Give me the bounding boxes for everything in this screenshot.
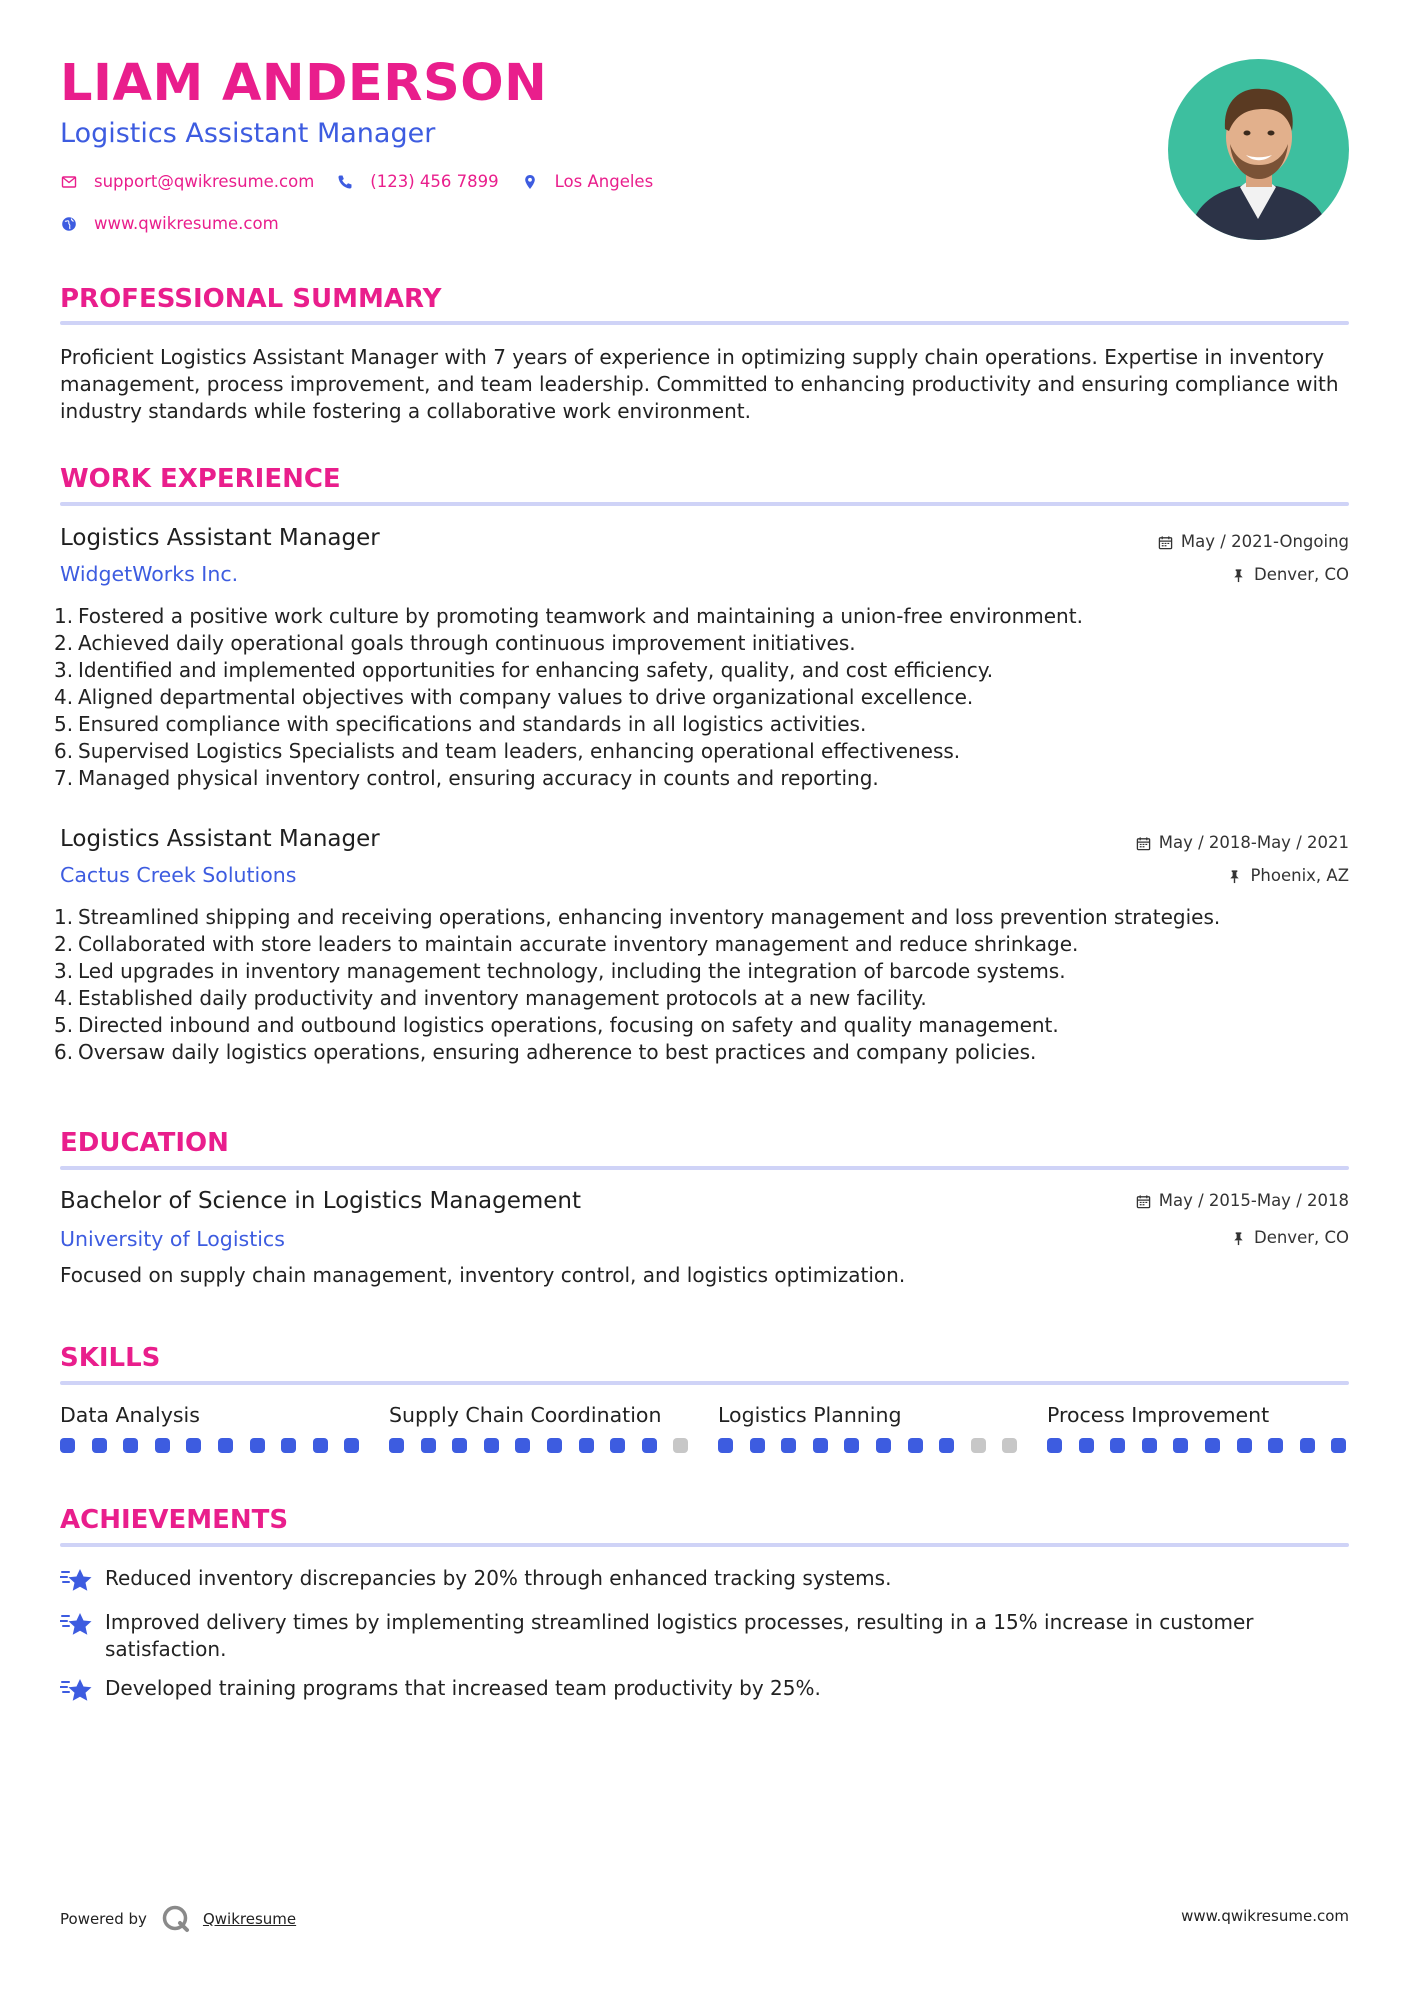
- list-item: 6. Supervised Logistics Specialists and team leaders, enhancing operational effectiveness.: [54, 739, 961, 763]
- list-item: 6. Oversaw daily logistics operations, ensuring adherence to best practices and company policies.: [54, 1040, 1037, 1064]
- website-text: www.qwikresume.com: [94, 214, 279, 233]
- rating-dot-filled: [844, 1438, 859, 1453]
- job-location-text: Denver, CO: [1253, 565, 1349, 584]
- contact-location: [521, 172, 654, 191]
- education-location: [1231, 1230, 1349, 1247]
- job-location: [1231, 567, 1349, 584]
- skill-name: Supply Chain Coordination: [389, 1403, 662, 1427]
- rating-dot-filled: [1300, 1438, 1315, 1453]
- list-item: 5. Ensured compliance with specifications and standards in all logistics activities.: [54, 712, 867, 736]
- list-item: 7. Managed physical inventory control, ensuring accuracy in counts and reporting.: [54, 766, 879, 790]
- rating-dot-filled: [750, 1438, 765, 1453]
- list-item: 2. Achieved daily operational goals through continuous improvement initiatives.: [54, 631, 856, 655]
- globe-icon: [60, 215, 78, 233]
- rating-dot-filled: [515, 1438, 530, 1453]
- pushpin-icon: [1231, 1231, 1246, 1246]
- rating-dot-filled: [781, 1438, 796, 1453]
- pushpin-icon: [1231, 568, 1246, 583]
- list-item: 1. Streamlined shipping and receiving operations, enhancing inventory management and loss prevention strategies.: [54, 905, 1221, 929]
- footer-website-link[interactable]: www.qwikresume.com: [1181, 1907, 1349, 1925]
- rating-dot-filled: [939, 1438, 954, 1453]
- contact-website[interactable]: [60, 214, 279, 233]
- phone-text: (123) 456 7899: [370, 172, 499, 191]
- section-divider: [60, 502, 1349, 506]
- section-divider: [60, 1166, 1349, 1170]
- job-dates: [1136, 835, 1349, 852]
- rating-dot-filled: [642, 1438, 657, 1453]
- rating-dot-filled: [313, 1438, 328, 1453]
- rating-dot-filled: [218, 1438, 233, 1453]
- rating-dot-filled: [1079, 1438, 1094, 1453]
- skill-rating: [60, 1438, 376, 1453]
- rating-dot-filled: [1142, 1438, 1157, 1453]
- education-location-text: Denver, CO: [1253, 1228, 1349, 1247]
- contact-row-website: [60, 214, 301, 233]
- powered-by-label: Powered by: [60, 1910, 147, 1928]
- rating-dot-empty: [673, 1438, 688, 1453]
- calendar-icon: [1136, 1194, 1151, 1209]
- list-item: 1. Fostered a positive work culture by promoting teamwork and maintaining a union-free environment.: [54, 604, 1083, 628]
- achievement-item: [60, 1565, 1350, 1596]
- rating-dot-filled: [452, 1438, 467, 1453]
- contact-row: [60, 172, 675, 191]
- rating-dot-empty: [1002, 1438, 1017, 1453]
- skill-rating: [389, 1438, 705, 1453]
- job-dates-text: May / 2021-Ongoing: [1180, 532, 1349, 551]
- rating-dot-filled: [1331, 1438, 1346, 1453]
- rating-dot-filled: [155, 1438, 170, 1453]
- rating-dot-filled: [908, 1438, 923, 1453]
- education-dates: [1136, 1193, 1349, 1210]
- skill-rating: [1047, 1438, 1363, 1453]
- rating-dot-filled: [718, 1438, 733, 1453]
- section-title-education: EDUCATION: [60, 1128, 229, 1158]
- profile-photo: [1168, 59, 1349, 240]
- job-company: WidgetWorks Inc.: [60, 562, 239, 586]
- rating-dot-filled: [579, 1438, 594, 1453]
- skill-name: Process Improvement: [1047, 1403, 1270, 1427]
- job-dates-text: May / 2018-May / 2021: [1158, 833, 1349, 852]
- rating-dot-filled: [1110, 1438, 1125, 1453]
- star-badge-icon: [60, 1676, 94, 1706]
- school-name: University of Logistics: [60, 1227, 285, 1251]
- star-badge-icon: [60, 1610, 94, 1640]
- job-title: Logistics Assistant Manager: [60, 826, 380, 852]
- list-item: 5. Directed inbound and outbound logistics operations, focusing on safety and quality management.: [54, 1013, 1059, 1037]
- rating-dot-filled: [389, 1438, 404, 1453]
- rating-dot-filled: [610, 1438, 625, 1453]
- pushpin-icon: [1227, 869, 1242, 884]
- list-item: 4. Aligned departmental objectives with company values to drive organizational excellence.: [54, 685, 974, 709]
- rating-dot-filled: [1237, 1438, 1252, 1453]
- degree-title: Bachelor of Science in Logistics Management: [60, 1188, 582, 1214]
- email-text: support@qwikresume.com: [94, 172, 315, 191]
- rating-dot-filled: [123, 1438, 138, 1453]
- rating-dot-filled: [547, 1438, 562, 1453]
- achievement-text: Improved delivery times by implementing streamlined logistics processes, resulting in a 15% increase in customer satisfaction.: [105, 1610, 1254, 1661]
- job-title: Logistics Assistant Manager: [60, 525, 380, 551]
- calendar-icon: [1158, 535, 1173, 550]
- rating-dot-filled: [250, 1438, 265, 1453]
- envelope-icon: [60, 173, 78, 191]
- job-dates: [1158, 534, 1349, 551]
- section-divider: [60, 1543, 1349, 1547]
- map-pin-icon: [521, 173, 539, 191]
- contact-email[interactable]: [60, 172, 314, 191]
- achievement-text: Developed training programs that increased team productivity by 25%.: [105, 1676, 821, 1700]
- footer-powered-by: [60, 1904, 296, 1934]
- list-item: 2. Collaborated with store leaders to maintain accurate inventory management and reduce shrinkage.: [54, 932, 1079, 956]
- skill-item: [60, 1405, 360, 1426]
- calendar-icon: [1136, 836, 1151, 851]
- summary-text: Proficient Logistics Assistant Manager with 7 years of experience in optimizing supply chain operations. Expertise in inventory management, process improvement, and team leadership. Committed to enhancing productivity and ensuring compliance with industry standards while fostering a collaborative work environment.: [60, 345, 1339, 423]
- skill-name: Logistics Planning: [718, 1403, 902, 1427]
- rating-dot-filled: [60, 1438, 75, 1453]
- skill-name: Data Analysis: [60, 1403, 200, 1427]
- education-dates-text: May / 2015-May / 2018: [1158, 1191, 1349, 1210]
- list-item: 3. Identified and implemented opportunities for enhancing safety, quality, and cost efficiency.: [54, 658, 994, 682]
- footer-brand-link[interactable]: Qwikresume: [202, 1910, 297, 1928]
- section-title-skills: SKILLS: [60, 1343, 161, 1373]
- rating-dot-filled: [1205, 1438, 1220, 1453]
- rating-dot-empty: [971, 1438, 986, 1453]
- job-location: [1227, 868, 1349, 885]
- job-location-text: Phoenix, AZ: [1250, 866, 1349, 885]
- skill-item: [1047, 1405, 1347, 1426]
- rating-dot-filled: [1268, 1438, 1283, 1453]
- rating-dot-filled: [876, 1438, 891, 1453]
- location-text: Los Angeles: [554, 172, 654, 191]
- skill-item: [718, 1405, 1018, 1426]
- rating-dot-filled: [813, 1438, 828, 1453]
- rating-dot-filled: [484, 1438, 499, 1453]
- education-description: Focused on supply chain management, inventory control, and logistics optimization.: [60, 1263, 906, 1287]
- qwikresume-logo-icon: [161, 1904, 191, 1934]
- section-title-experience: WORK EXPERIENCE: [60, 464, 341, 494]
- candidate-name: LIAM ANDERSON: [60, 54, 548, 113]
- rating-dot-filled: [281, 1438, 296, 1453]
- rating-dot-filled: [344, 1438, 359, 1453]
- list-item: 3. Led upgrades in inventory management technology, including the integration of barcode systems.: [54, 959, 1066, 983]
- rating-dot-filled: [421, 1438, 436, 1453]
- achievement-item: [60, 1609, 1350, 1663]
- rating-dot-filled: [1047, 1438, 1062, 1453]
- achievement-text: Reduced inventory discrepancies by 20% through enhanced tracking systems.: [105, 1566, 892, 1590]
- achievement-item: [60, 1675, 1350, 1706]
- job-company: Cactus Creek Solutions: [60, 863, 297, 887]
- star-badge-icon: [60, 1566, 94, 1596]
- list-item: 4. Established daily productivity and inventory management protocols at a new facility.: [54, 986, 927, 1010]
- skill-item: [389, 1405, 689, 1426]
- skill-rating: [718, 1438, 1034, 1453]
- rating-dot-filled: [92, 1438, 107, 1453]
- phone-icon: [336, 173, 354, 191]
- section-title-achievements: ACHIEVEMENTS: [60, 1505, 289, 1535]
- job-bullet-list: [54, 904, 1354, 1066]
- candidate-title: Logistics Assistant Manager: [60, 118, 436, 149]
- rating-dot-filled: [1173, 1438, 1188, 1453]
- section-divider: [60, 321, 1349, 325]
- contact-phone[interactable]: [336, 172, 498, 191]
- job-bullet-list: [54, 603, 1354, 792]
- rating-dot-filled: [186, 1438, 201, 1453]
- section-title-summary: PROFESSIONAL SUMMARY: [60, 284, 442, 314]
- section-divider: [60, 1381, 1349, 1385]
